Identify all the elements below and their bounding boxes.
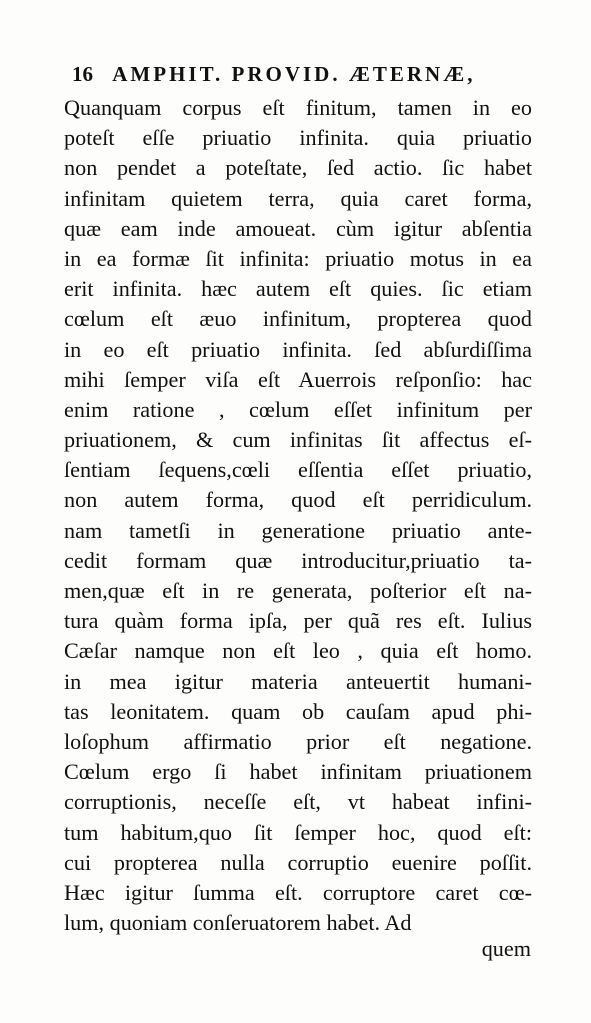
page-number: 16 (72, 62, 93, 86)
text-line: mihi ſemper viſa eſt Auerrois reſponſio: hac (64, 366, 532, 392)
text-line: cui propterea nulla corruptio euenire poſſit. (64, 849, 532, 875)
page-header (72, 62, 475, 87)
running-title: AMPHIT. PROVID. ÆTERNÆ, (112, 62, 476, 86)
text-line: in eo eſt priuatio infinita. ſed abſurdiſſima (64, 336, 532, 362)
text-line: men,quæ eſt in re generata, poſterior eſt na- (64, 578, 532, 603)
text-line: poteſt eſſe priuatio infinita. quia priuatio (64, 125, 532, 151)
text-line: erit infinita. hæc autem eſt quies. ſic etiam (64, 276, 532, 302)
text-line: corruptionis, neceſſe eſt, vt habeat infini- (64, 789, 532, 815)
text-line: tas leonitatem. quam ob cauſam apud phi- (64, 698, 532, 724)
catchword: quem (481, 936, 531, 961)
text-line: Hæc igitur ſumma eſt. corruptore caret cœ- (64, 879, 532, 905)
text-line: cedit formam quæ introducitur,priuatio ta- (64, 547, 532, 573)
text-line: loſophum affirmatio prior eſt negatione. (64, 728, 532, 754)
text-line: Cœlum ergo ſi habet infinitam priuationem (64, 759, 532, 785)
text-line: in mea igitur materia anteuertit humani- (64, 668, 532, 694)
body-text (64, 93, 532, 938)
text-line: non pendet a poteſtate, ſed actio. ſic habet (64, 155, 532, 181)
text-line: tum habitum,quo ſit ſemper hoc, quod eſt: (64, 819, 532, 845)
text-line: Quanquam corpus eſt finitum, tamen in eo (64, 95, 532, 120)
text-line: infinitam quietem terra, quia caret forma, (64, 185, 532, 211)
text-line: quæ eam inde amoueat. cùm igitur abſentia (64, 215, 532, 241)
text-line: non autem forma, quod eſt perridiculum. (64, 487, 532, 513)
text-line: ſentiam ſequens,cœli eſſentia eſſet priuatio, (64, 457, 532, 483)
text-line: enim ratione , cœlum eſſet infinitum per (64, 396, 532, 422)
text-line: Cæſar namque non eſt leo , quia eſt homo. (64, 638, 532, 664)
text-line: priuationem, & cum infinitas ſit affectus eſ- (64, 427, 532, 453)
text-line: in ea formæ ſit infinita: priuatio motus in ea (64, 245, 532, 271)
text-line: nam tametſi in generatione priuatio ante- (64, 517, 532, 543)
text-line: cœlum eſt æuo infinitum, propterea quod (64, 306, 532, 332)
text-line: lum, quoniam conſeruatorem habet. Ad (64, 910, 412, 936)
text-line: tura quàm forma ipſa, per quã res eſt. Iulius (64, 608, 532, 634)
